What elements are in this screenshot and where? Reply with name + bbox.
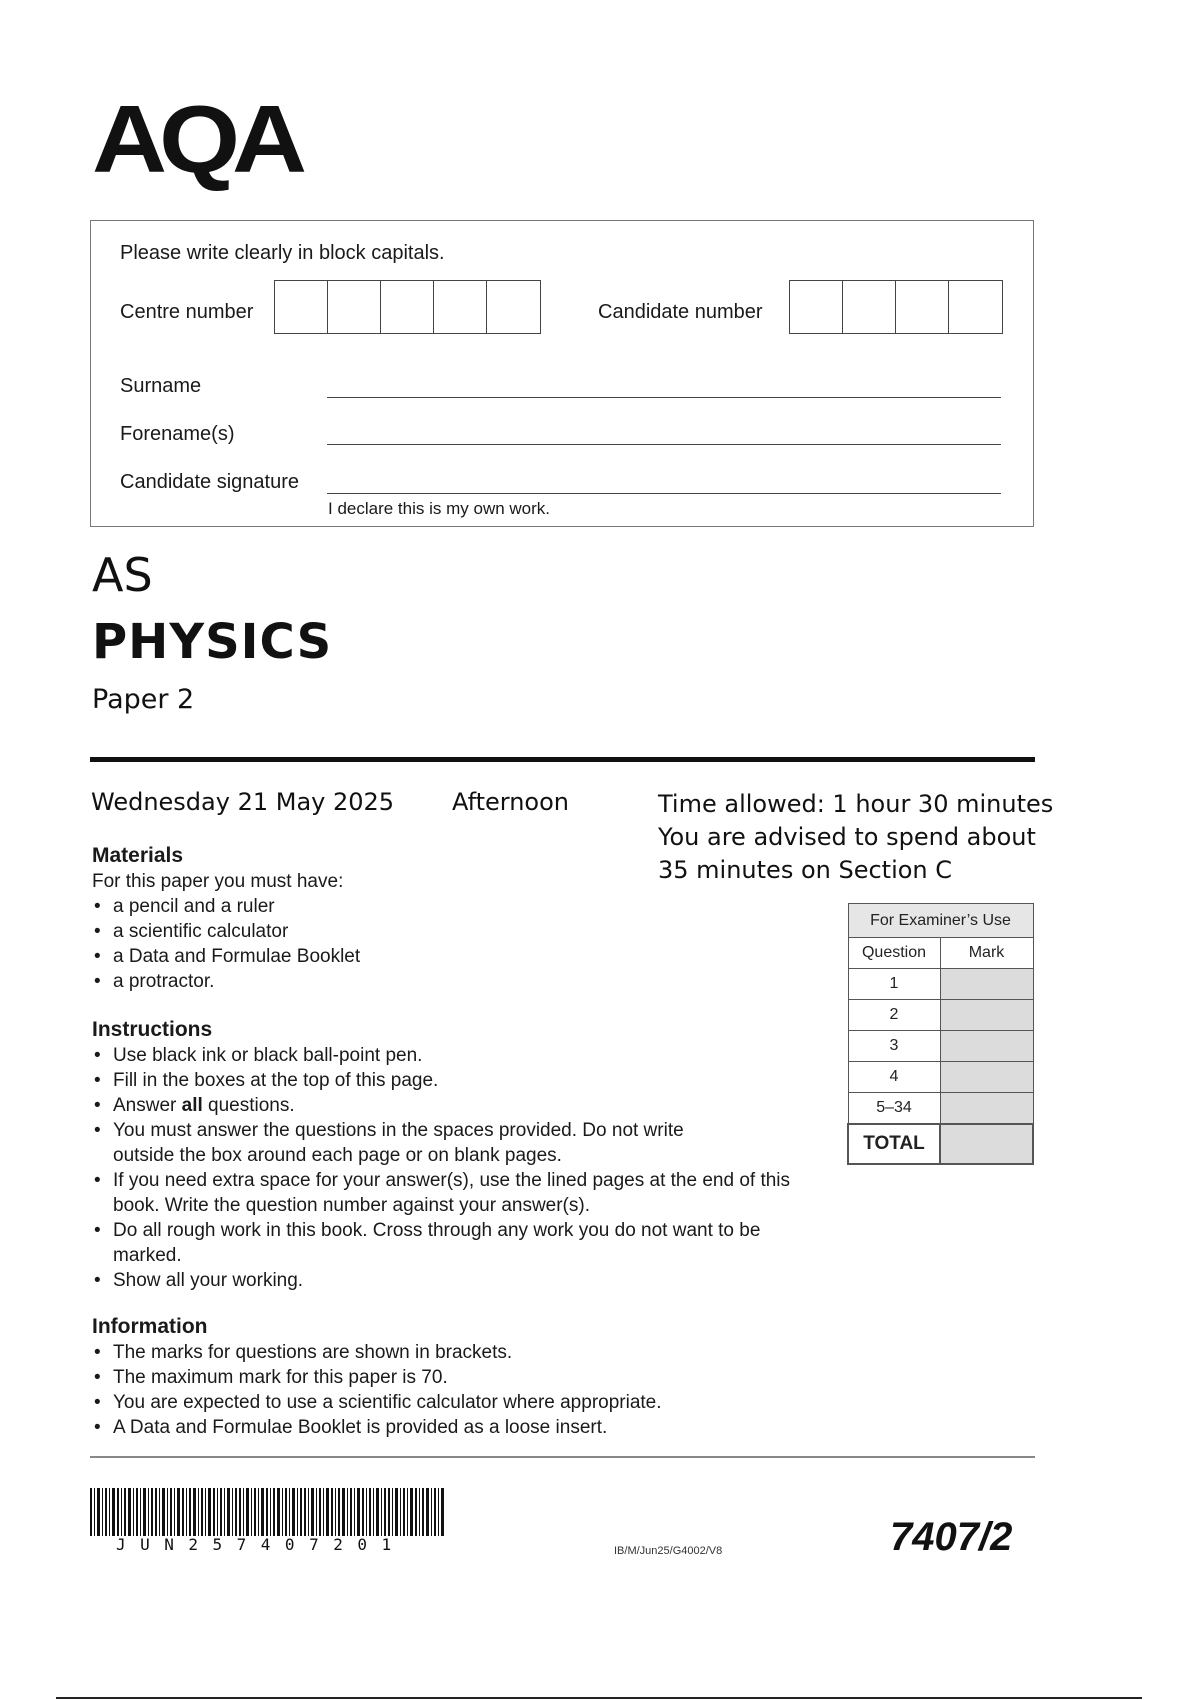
reference-code: IB/M/Jun25/G4002/V8 — [614, 1545, 723, 1557]
question-number: 2 — [848, 1000, 940, 1031]
time-line: Time allowed: 1 hour 30 minutes — [658, 790, 1054, 818]
list-item: • a Data and Formulae Booklet — [92, 944, 360, 969]
examiner-table-title: For Examiner’s Use — [848, 904, 1033, 938]
paper-code: 7407/2 — [890, 1515, 1013, 1559]
list-item: • a pencil and a ruler — [92, 894, 360, 919]
level-title: AS — [92, 548, 153, 602]
total-row — [848, 1124, 1033, 1164]
centre-number-cell[interactable] — [434, 281, 487, 333]
time-line: 35 minutes on Section C — [658, 856, 953, 884]
time-line: You are advised to spend about — [658, 823, 1036, 851]
subject-title: PHYSICS — [92, 614, 333, 670]
forename-label: Forename(s) — [120, 423, 235, 445]
signature-label: Candidate signature — [120, 471, 300, 493]
table-row — [848, 1031, 1033, 1062]
table-row — [848, 1093, 1033, 1125]
mark-cell[interactable] — [940, 1062, 1033, 1093]
centre-number-cell[interactable] — [275, 281, 328, 333]
question-column-header: Question — [848, 938, 940, 969]
barcode-number: JUN257407201 — [116, 1535, 406, 1554]
list-item: • The marks for questions are shown in brackets. — [92, 1340, 662, 1365]
centre-number-boxes[interactable] — [274, 280, 541, 334]
time-allowed — [658, 788, 1053, 887]
materials-heading: Materials — [92, 844, 184, 867]
mark-cell[interactable] — [940, 1031, 1033, 1062]
list-item: • a protractor. — [92, 969, 360, 994]
list-item: • You must answer the questions in the spaces provided. Do not write outside the box around each page or on blank pages. — [92, 1118, 733, 1168]
mark-cell[interactable] — [940, 969, 1033, 1000]
candidate-details-box — [90, 220, 1034, 527]
materials-section — [92, 842, 360, 994]
divider — [90, 757, 1035, 762]
mark-column-header: Mark — [940, 938, 1033, 969]
centre-number-cell[interactable] — [381, 281, 434, 333]
question-number: 4 — [848, 1062, 940, 1093]
paper-title: Paper 2 — [92, 684, 195, 715]
candidate-number-cell[interactable] — [949, 281, 1002, 333]
candidate-number-cell[interactable] — [843, 281, 896, 333]
surname-line[interactable] — [327, 397, 1001, 398]
table-row — [848, 1062, 1033, 1093]
list-item: • A Data and Formulae Booklet is provided as a loose insert. — [92, 1415, 662, 1440]
materials-intro: For this paper you must have: — [92, 871, 344, 892]
table-row — [848, 1000, 1033, 1031]
list-item: • The maximum mark for this paper is 70. — [92, 1365, 662, 1390]
exam-date: Wednesday 21 May 2025 — [91, 788, 395, 816]
table-row — [848, 969, 1033, 1000]
block-capitals-instruction: Please write clearly in block capitals. — [120, 242, 445, 264]
information-section — [92, 1313, 662, 1440]
list-item: • a scientific calculator — [92, 919, 360, 944]
candidate-number-cell[interactable] — [896, 281, 949, 333]
bottom-rule — [56, 1697, 1142, 1699]
examiner-table — [847, 903, 1034, 1165]
aqa-logo: AQA — [92, 86, 300, 194]
total-label: TOTAL — [848, 1124, 940, 1164]
centre-number-cell[interactable] — [487, 281, 540, 333]
list-item: • Answer all questions. — [92, 1093, 832, 1118]
question-number: 1 — [848, 969, 940, 1000]
candidate-number-cell[interactable] — [790, 281, 843, 333]
list-item: • If you need extra space for your answer(s), use the lined pages at the end of this book. Write the question number against your answer(s). — [92, 1168, 833, 1218]
instructions-section — [92, 1016, 832, 1293]
mark-cell[interactable] — [940, 1000, 1033, 1031]
information-heading: Information — [92, 1315, 208, 1338]
total-mark-cell[interactable] — [940, 1124, 1033, 1164]
list-item: • Fill in the boxes at the top of this page. — [92, 1068, 832, 1093]
forename-line[interactable] — [327, 444, 1001, 445]
list-item: • Show all your working. — [92, 1268, 832, 1293]
centre-number-cell[interactable] — [328, 281, 381, 333]
barcode — [90, 1488, 446, 1536]
mark-cell[interactable] — [940, 1093, 1033, 1125]
exam-session: Afternoon — [452, 788, 569, 816]
list-item: • Use black ink or black ball-point pen. — [92, 1043, 832, 1068]
candidate-number-label: Candidate number — [598, 301, 763, 323]
question-number: 5–34 — [848, 1093, 940, 1125]
centre-number-label: Centre number — [120, 301, 254, 323]
candidate-number-boxes[interactable] — [789, 280, 1003, 334]
signature-line[interactable] — [327, 493, 1001, 494]
footer-divider — [90, 1456, 1035, 1458]
list-item: • You are expected to use a scientific calculator where appropriate. — [92, 1390, 662, 1415]
list-item: • Do all rough work in this book. Cross through any work you do not want to be marked. — [92, 1218, 773, 1268]
instructions-heading: Instructions — [92, 1018, 213, 1041]
declaration-text: I declare this is my own work. — [328, 499, 551, 518]
question-number: 3 — [848, 1031, 940, 1062]
surname-label: Surname — [120, 375, 202, 397]
